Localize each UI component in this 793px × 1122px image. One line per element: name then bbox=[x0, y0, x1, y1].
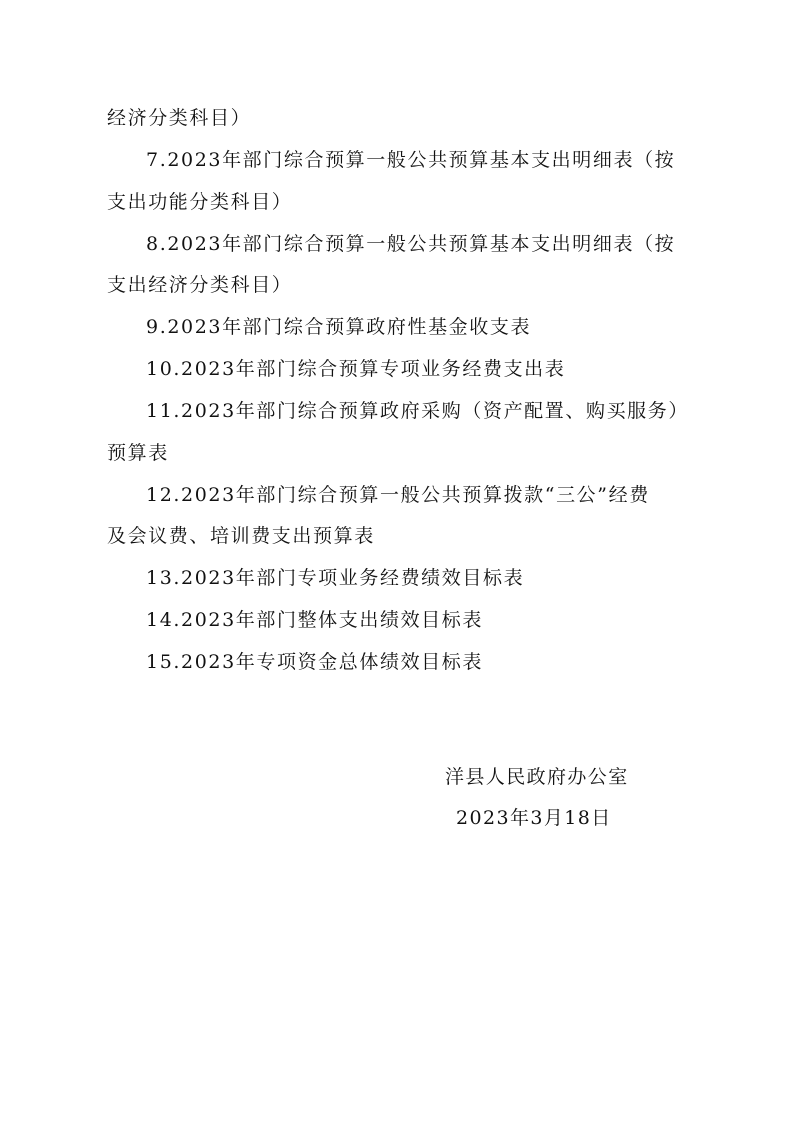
text-line-11: 及会议费、培训费支出预算表 bbox=[107, 525, 375, 547]
text-line-4: 8.2023年部门综合预算一般公共预算基本支出明细表（按 bbox=[146, 233, 676, 255]
text-line-5: 支出经济分类科目） bbox=[107, 274, 293, 296]
text-line-2: 7.2023年部门综合预算一般公共预算基本支出明细表（按 bbox=[146, 149, 676, 171]
text-line-14: 15.2023年专项资金总体绩效目标表 bbox=[146, 651, 483, 673]
text-line-3: 支出功能分类科目） bbox=[107, 191, 293, 213]
signature-organization: 洋县人民政府办公室 bbox=[445, 766, 629, 788]
text-line-8: 11.2023年部门综合预算政府采购（资产配置、购买服务） bbox=[146, 400, 689, 422]
text-line-13: 14.2023年部门整体支出绩效目标表 bbox=[146, 609, 483, 631]
signature-date: 2023年3月18日 bbox=[456, 807, 612, 829]
text-line-10: 12.2023年部门综合预算一般公共预算拨款“三公”经费 bbox=[146, 484, 650, 506]
text-line-6: 9.2023年部门综合预算政府性基金收支表 bbox=[146, 316, 532, 338]
text-line-9: 预算表 bbox=[107, 442, 169, 464]
text-line-12: 13.2023年部门专项业务经费绩效目标表 bbox=[146, 567, 525, 589]
text-line-7: 10.2023年部门综合预算专项业务经费支出表 bbox=[146, 358, 566, 380]
text-line-1: 经济分类科目） bbox=[107, 107, 252, 129]
